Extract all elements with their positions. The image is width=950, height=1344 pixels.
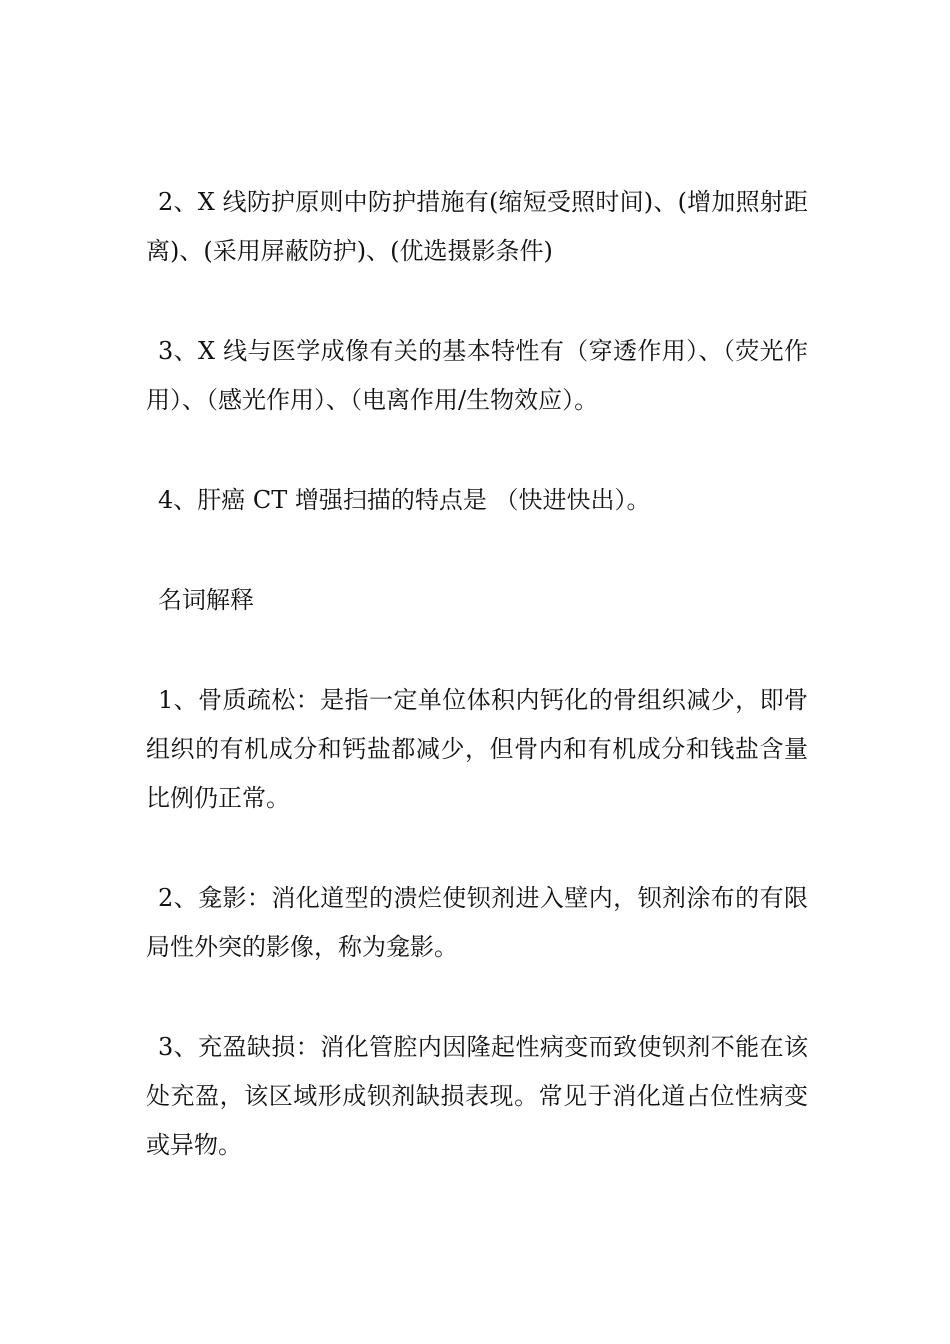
term-definition-1: 1、骨质疏松：是指一定单位体积内钙化的骨组织减少，即骨组织的有机成分和钙盐都减少，但骨内和有机成分和钱盐含量比例仍正常。 [146,686,808,812]
fill-blank-item-4: 4、肝癌 CT 增强扫描的特点是 （快进快出）。 [158,486,651,514]
section-heading: 名词解释 [158,586,254,614]
fill-blank-item-3: 3、X 线与医学成像有关的基本特性有（穿透作用）、（荧光作用）、（感光作用）、（电离作用/生物效应）。 [146,337,808,414]
document-page [146,178,808,1221]
term-definition-2: 2、龛影：消化道型的溃烂使钡剂进入壁内，钡剂涂布的有限局性外突的影像，称为龛影。 [146,884,808,961]
term-definition-3: 3、充盈缺损：消化管腔内因隆起性病变而致使钡剂不能在该处充盈，该区域形成钡剂缺损表现。常见于消化道占位性病变或异物。 [146,1033,808,1159]
fill-blank-item-2: 2、X 线防护原则中防护措施有(缩短受照时间)、(增加照射距离)、(采用屏蔽防护)、(优选摄影条件) [146,188,808,265]
